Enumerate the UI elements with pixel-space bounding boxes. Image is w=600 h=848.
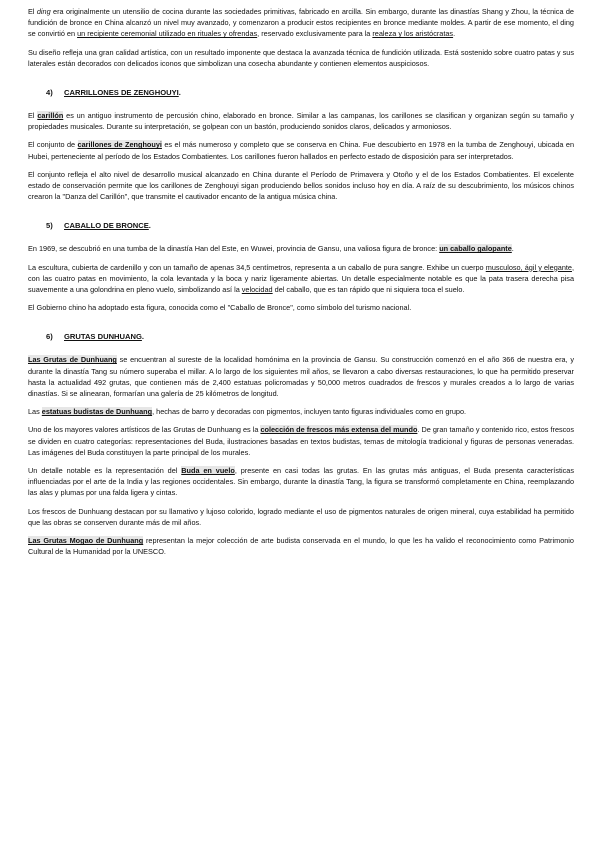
text-run: , hechas de barro y decoradas con pigmentos, incluyen tanto figuras individuales como en grupo. — [152, 407, 467, 417]
text-run: , presente en casi todas las grutas. En las grutas más antiguas, el Buda presenta características influenciadas por el arte de la India y las regiones occidentales. Sin embargo, durante la dinastía Tang, la figura se transformó completamente en China, reemplazando las alas y plumas por una falda ligera y cintas. — [28, 466, 574, 498]
caballo-paragraph — [28, 302, 574, 313]
text-run: Un detalle notable es la representación del — [28, 466, 182, 476]
text-run: Uno de los mayores valores artísticos de las Grutas de Dunhuang es la — [28, 425, 261, 435]
intro-paragraph — [28, 6, 574, 40]
grutas-paragraph — [28, 506, 574, 528]
section-heading-grutas: 6) GRUTAS DUNHUANG. — [46, 332, 145, 342]
section-number: 6) — [46, 332, 53, 342]
highlighted-term: Buda en vuelo — [181, 466, 235, 476]
section-heading-caballo: 5) CABALLO DE BRONCE. — [46, 221, 151, 231]
text-run: La escultura, cubierta de cardenillo y con un tamaño de apenas 34,5 centímetros, representa a un caballo de pura sangre. Exhibe un cuerpo — [28, 262, 486, 272]
text-run: En 1969, se descubrió en una tumba de la dinastía Han del Este, en Wuwei, provincia de Gansu, una valiosa figura de bronce: — [28, 244, 440, 254]
highlighted-term: estatuas budistas de Dunhuang — [41, 407, 153, 417]
highlighted-term: carillón — [37, 111, 64, 121]
section-title: CABALLO DE BRONCE — [64, 221, 149, 231]
text-run: Su diseño refleja una gran calidad artística, con un resultado imponente que destaca la avanzada técnica de fundición utilizada. Está sostenido sobre cuatro patas y sus laterales están decorados con delicados iconos que simbolizan una cosecha abundante y contienen elementos auspiciosos. — [28, 47, 574, 68]
caballo-paragraph — [28, 262, 574, 296]
text-run: representan la mejor colección de arte budista conservada en el mundo, lo que les ha valido el reconocimiento como Patrimonio Cultural de la Humanidad por la UNESCO. — [28, 536, 574, 557]
text-run: del caballo, que es tan rápido que ni siquiera toca el suelo. — [272, 285, 465, 295]
underlined-phrase: velocidad — [241, 285, 273, 295]
text-run: Las — [28, 407, 42, 417]
highlighted-term: Las Grutas Mogao de Dunhuang — [28, 536, 144, 546]
highlighted-term: colección de frescos más extensa del mundo — [260, 425, 418, 435]
document-body — [28, 6, 574, 565]
highlighted-term: Las Grutas de Dunhuang — [28, 355, 117, 365]
carillones-paragraph — [28, 169, 574, 203]
text-run: . — [511, 244, 514, 254]
grutas-paragraph — [28, 465, 574, 499]
text-run: El Gobierno chino ha adoptado esta figura, conocida como el "Caballo de Bronce", como símbolo del turismo nacional. — [28, 303, 412, 313]
grutas-paragraph — [28, 535, 574, 557]
highlighted-term: carillones de Zenghouyi — [77, 140, 162, 150]
underlined-phrase: realeza y los aristócratas — [372, 29, 454, 39]
text-run: , con las cuatro patas en movimiento, la cola levantada y la boca y nariz ligeramente abiertas. Un detalle especialmente notable es que la pata trasera derecha pisa suavemente a una golondrina en pleno vuelo, simbolizando así la — [28, 262, 574, 295]
carillones-paragraph — [28, 110, 574, 132]
carillones-paragraph — [28, 139, 574, 161]
text-run: . — [453, 29, 456, 39]
section-title: CARRILLONES DE ZENGHOUYI — [64, 88, 179, 98]
highlighted-term: un caballo galopante — [439, 244, 512, 254]
grutas-paragraph — [28, 424, 574, 458]
text-run: El conjunto de — [28, 140, 78, 150]
section-number: 4) — [46, 88, 53, 98]
grutas-paragraph — [28, 406, 574, 417]
underlined-phrase: musculoso, ágil y elegante — [485, 262, 572, 272]
section-number: 5) — [46, 221, 53, 231]
text-run: El — [28, 111, 38, 121]
intro-paragraph — [28, 47, 574, 69]
text-run: es un antiguo instrumento de percusión chino, elaborado en bronce. Similar a las campanas, los carillones se clasifican y organizan según su tamaño y propiedades musicales. Durante su interpretación, se golpean con un bastón, produciendo sonidos claros, delicados y armoniosos. — [28, 111, 575, 132]
text-run: El conjunto refleja el alto nivel de desarrollo musical alcanzado en China durante el Período de Primavera y Otoño y el de los Estados Combatientes. El excelente estado de conservación permite que los carillones de Zenghouyi sigan produciendo bellos sonidos incluso hoy en día. A raíz de su descubrimiento, los músicos chinos crearon la "Danza del Carillón", que transmite el cautivador encanto de la antigua música china. — [28, 169, 574, 202]
section-heading-carillones: 4) CARRILLONES DE ZENGHOUYI. — [46, 88, 181, 98]
text-run: era originalmente un utensilio de cocina durante las sociedades primitivas, fabricado en arcilla. Sin embargo, durante las dinastías Shang y Zhou, la técnica de fundición de bronce en China alcanzó un nivel muy avanzado, y comenzaron a producir estos recipientes en bronce mediante moldes. A partir de ese momento, el ding se convirtió en — [28, 7, 574, 39]
section-title: GRUTAS DUNHUANG — [64, 332, 142, 342]
caballo-paragraph — [28, 243, 574, 254]
text-run: , reservado exclusivamente para la — [257, 29, 373, 39]
text-run: se encuentran al sureste de la localidad homónima en la provincia de Gansu. Su construcción comenzó en el año 366 de nuestra era, y durante la dinastía Tang su número superaba el millar. A lo largo de los siguientes mil años, se llevaron a cabo diversas restauraciones, lo que ha permitido preservar hasta la actualidad 492 grutas, que contienen más de 2,400 estatuas policromadas y 50,000 metros cuadrados de frescos y murales creados a lo largo de varias dinastías. Si se alinearan, formarían una galería de 25 kilómetros de longitud. — [28, 355, 574, 399]
text-run: . De gran tamaño y contenido rico, estos frescos se dividen en cuatro categorías: representaciones del Buda, ilustraciones basadas en textos budistas, temas de mitología tradicional y figuras de personas veneradas. Las imágenes del Buda constituyen la parte principal de los murales. — [28, 425, 575, 457]
underlined-phrase: un recipiente ceremonial utilizado en rituales y ofrendas — [77, 29, 258, 39]
grutas-paragraph — [28, 354, 574, 399]
italic-term: ding — [36, 7, 51, 16]
text-run: El — [28, 7, 37, 16]
text-run: es el más numeroso y completo que se conserva en China. Fue descubierto en 1978 en la tumba de Zenghouyi, ubicada en Hubei, perteneciente al período de los Estados Combatientes. Los carillones fueron hallados en perfecto estado de disposición para ser interpretados. — [28, 140, 574, 161]
text-run: Los frescos de Dunhuang destacan por su llamativo y lujoso colorido, logrado mediante el uso de pigmentos naturales de origen mineral, cuya estabilidad ha permitido que las obras se conserven durante más de mil años. — [28, 506, 574, 527]
